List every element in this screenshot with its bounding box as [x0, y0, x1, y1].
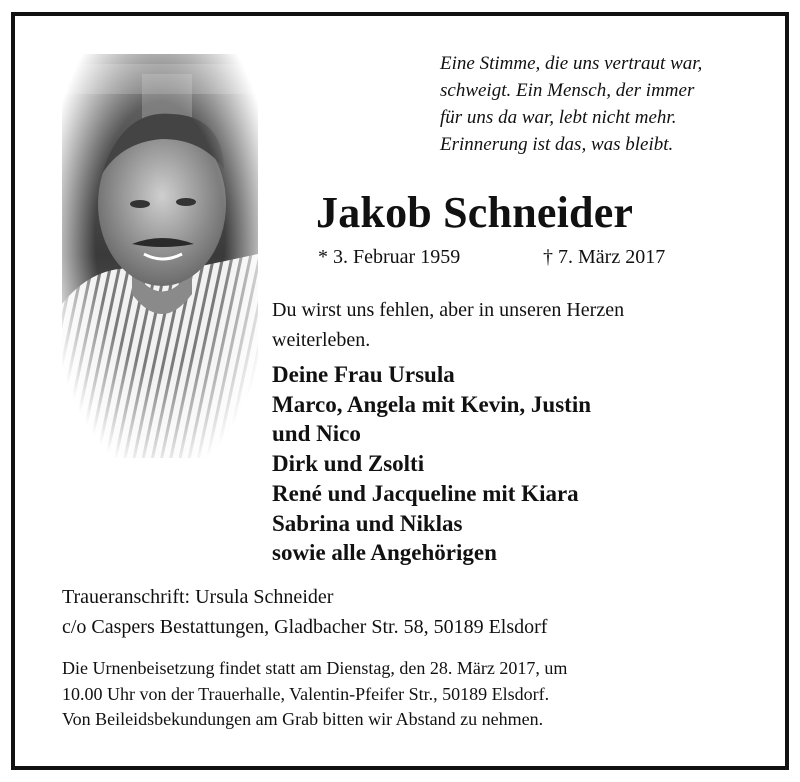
notice-line: Die Urnenbeisetzung findet statt am Dienstag, den 28. März 2017, um [62, 658, 568, 678]
family-line: Dirk und Zsolti [272, 451, 425, 477]
birth-date: * 3. Februar 1959 [318, 246, 461, 268]
quote-line: für uns da war, lebt nicht mehr. [440, 107, 677, 128]
quote-line: schweigt. Ein Mensch, der immer [440, 80, 695, 101]
quote-line: Eine Stimme, die uns vertraut war, [440, 53, 703, 74]
family-line: Sabrina und Niklas [272, 510, 463, 536]
burial-notice [62, 656, 567, 733]
farewell-message [272, 295, 772, 355]
message-line: weiterleben. [272, 329, 371, 351]
address-line: c/o Caspers Bestattungen, Gladbacher Str. 58, 50189 Elsdorf [62, 616, 548, 638]
memorial-quote [440, 50, 702, 158]
message-line: Du wirst uns fehlen, aber in unseren Herzen [272, 299, 625, 321]
portrait-photo [62, 54, 258, 458]
deceased-name: Jakob Schneider [316, 188, 634, 237]
family-line: und Nico [272, 421, 361, 447]
family-line: René und Jacqueline mit Kiara [272, 480, 579, 506]
notice-line: Von Beileidsbekundungen am Grab bitten wir Abstand zu nehmen. [62, 709, 544, 729]
death-date: † 7. März 2017 [543, 246, 666, 268]
family-line: Marco, Angela mit Kevin, Justin [272, 391, 592, 417]
family-line: Deine Frau Ursula [272, 362, 455, 387]
notice-line: 10.00 Uhr von der Trauerhalle, Valentin-Pfeifer Str., 50189 Elsdorf. [62, 683, 550, 704]
family-line: sowie alle Angehörigen [272, 540, 497, 566]
address-line: Traueranschrift: Ursula Schneider [62, 586, 334, 608]
family-list [272, 360, 591, 568]
quote-line: Erinnerung ist das, was bleibt. [440, 134, 674, 155]
mourning-address [62, 582, 547, 642]
